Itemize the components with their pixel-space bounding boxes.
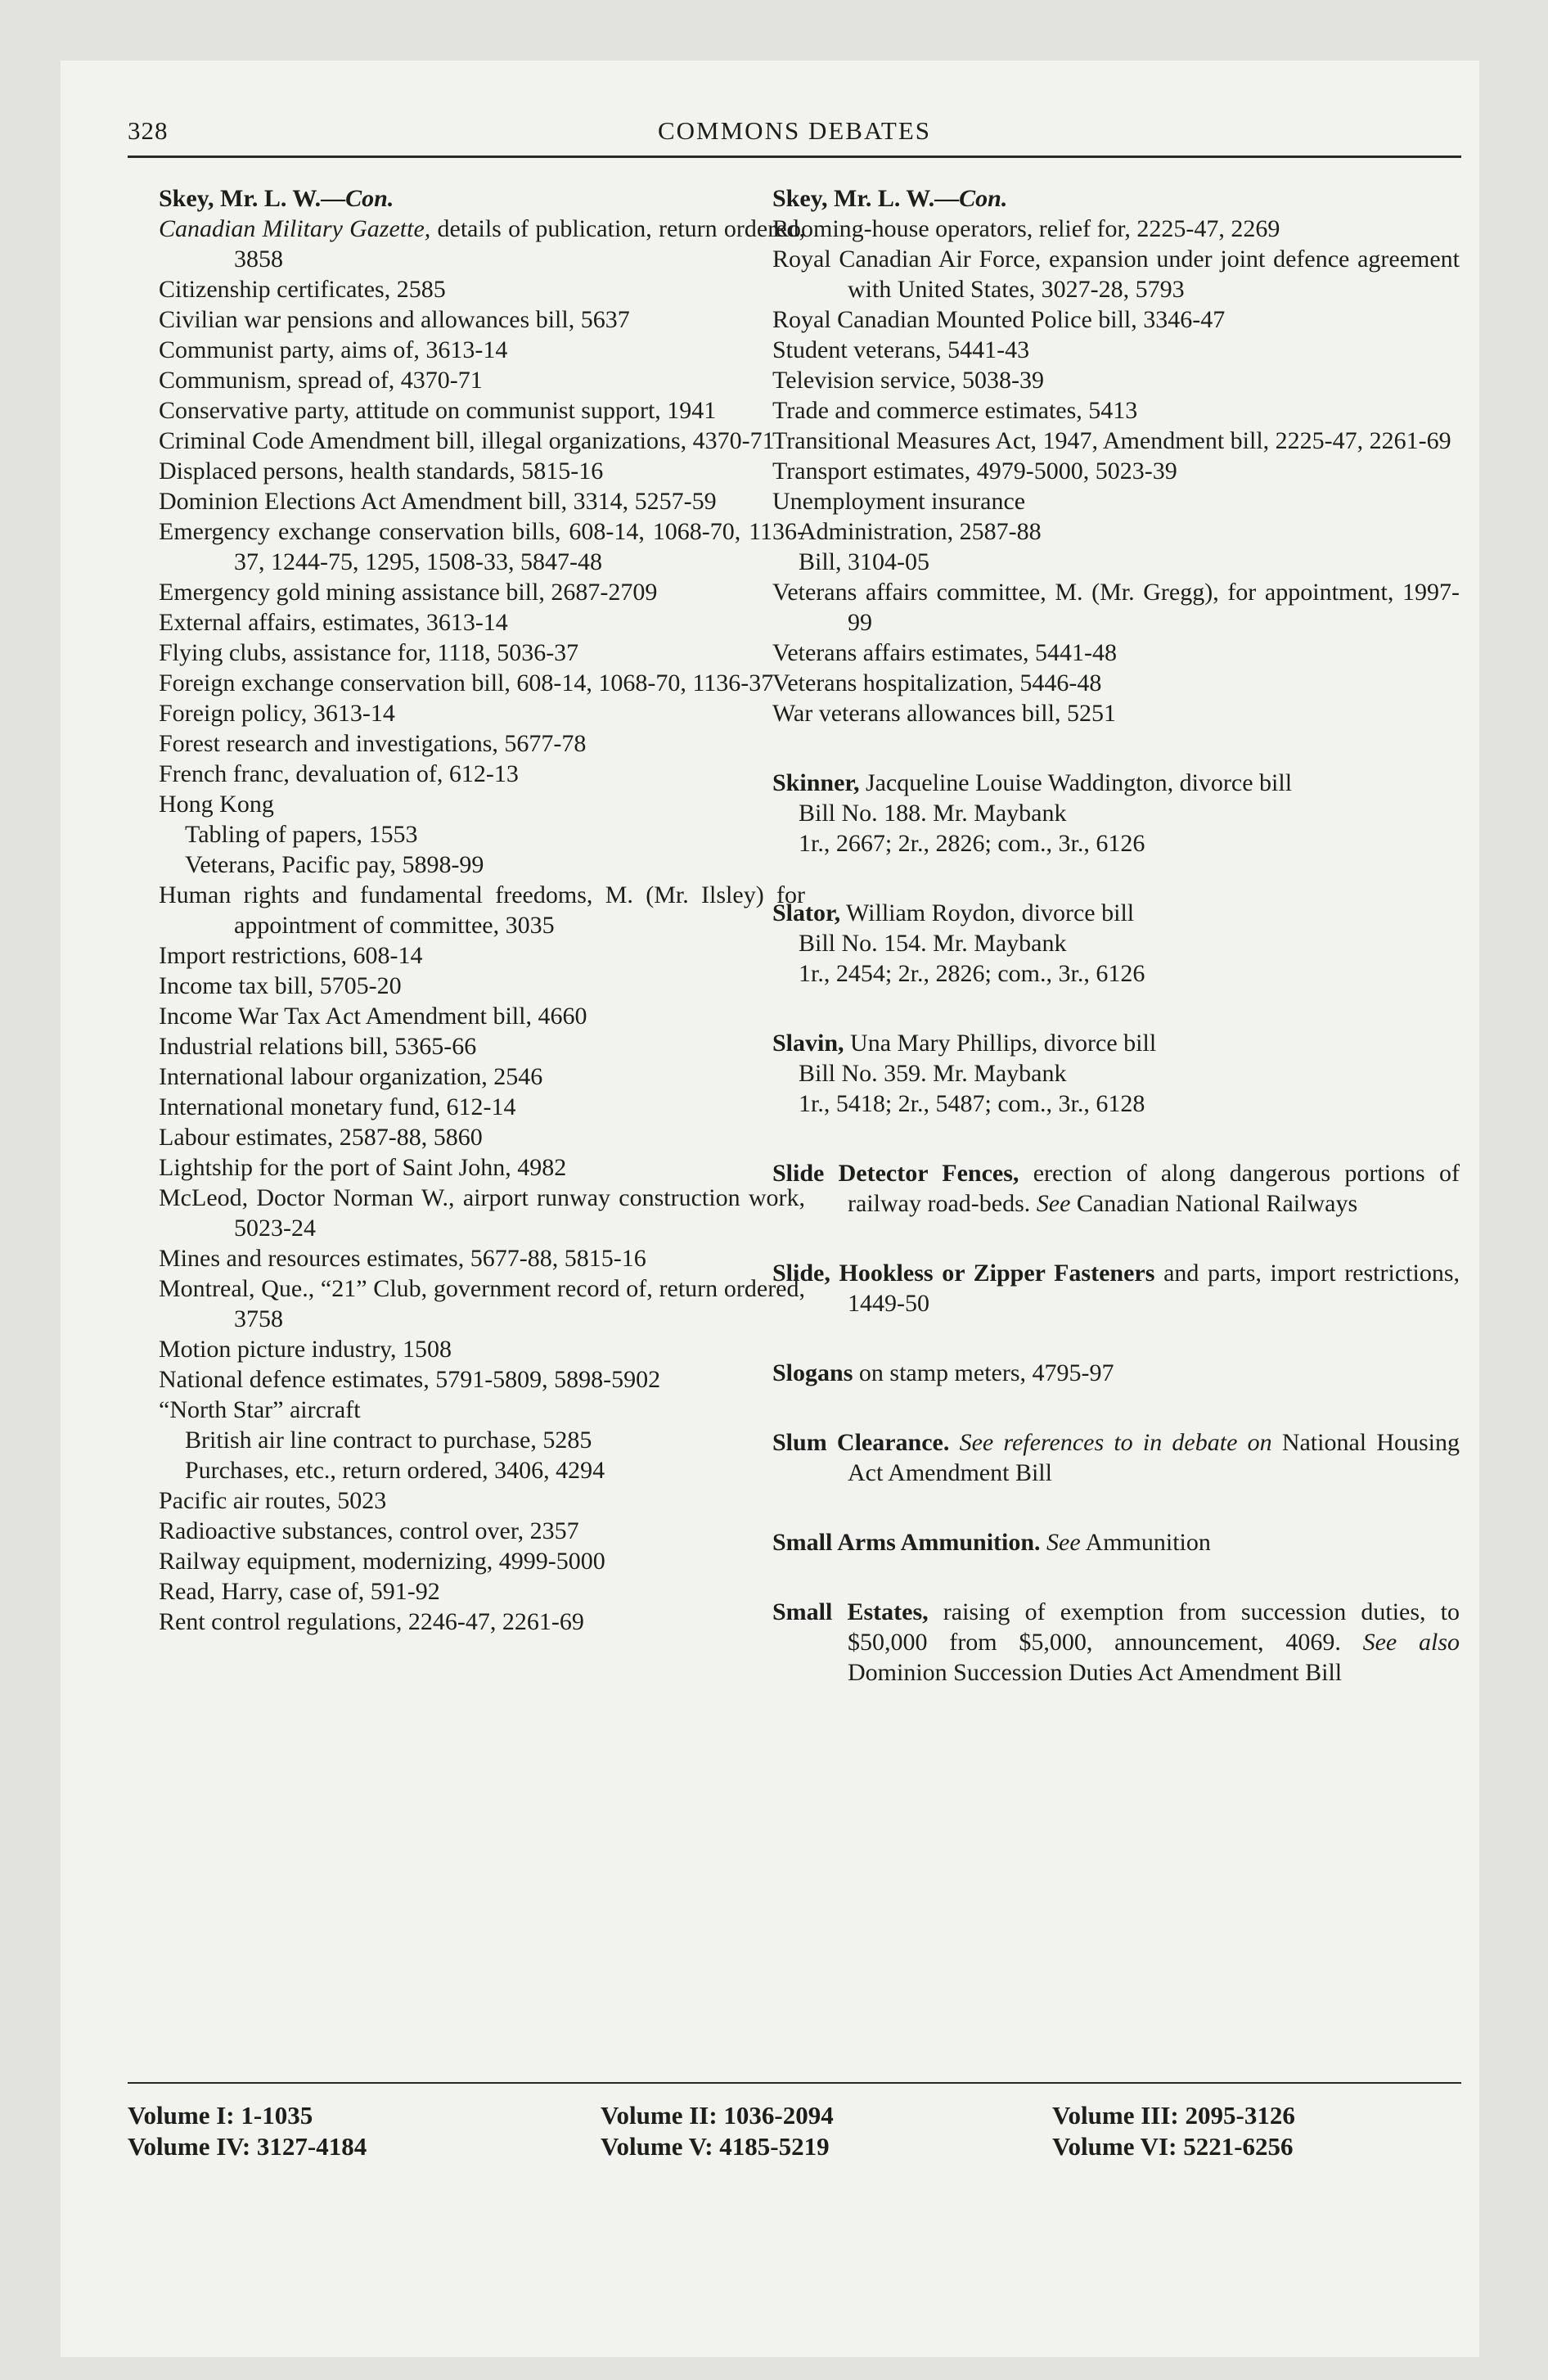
index-entry: International labour organization, 2546 [159, 1063, 543, 1090]
left-column [159, 183, 805, 1637]
index-entry: Railway equipment, modernizing, 4999-5000 [159, 1548, 605, 1575]
index-entry: Canadian Military Gazette, details of publication, return ordered, 3858 [159, 215, 806, 273]
index-entry: Transitional Measures Act, 1947, Amendment bill, 2225-47, 2261-69 [772, 427, 1451, 454]
index-entry: Royal Canadian Air Force, expansion under joint defence agreement with United States, 3027-28, 5793 [772, 246, 1460, 303]
page-number: 328 [128, 116, 169, 145]
left-heading: Skey, Mr. L. W.—Con. [159, 185, 394, 212]
index-entry: Pacific air routes, 5023 [159, 1487, 387, 1514]
index-subentry: 1r., 2667; 2r., 2826; com., 3r., 6126 [799, 830, 1145, 857]
index-entry: Television service, 5038-39 [772, 367, 1044, 394]
right-column [772, 183, 1460, 1688]
page [61, 61, 1479, 2357]
index-subentry: Tabling of papers, 1553 [185, 821, 418, 848]
index-entry: Labour estimates, 2587-88, 5860 [159, 1124, 483, 1151]
page-header [128, 108, 1461, 149]
index-entry: “North Star” aircraft [159, 1396, 361, 1423]
footer-volumes-col3 [1052, 2100, 1295, 2162]
index-entry: Income War Tax Act Amendment bill, 4660 [159, 1003, 587, 1030]
volume-range: Volume I: 1-1035 [128, 2101, 313, 2130]
right-heading: Skey, Mr. L. W.—Con. [772, 185, 1008, 212]
index-entry-slide-hookless: Slide, Hookless or Zipper Fasteners and parts, import restrictions, 1449-50 [772, 1260, 1460, 1317]
footer-volumes-col1 [128, 2100, 367, 2162]
index-entry-slide-detector: Slide Detector Fences, erection of along dangerous portions of railway road-beds. See Canadian National Railways [772, 1160, 1460, 1217]
volume-range: Volume VI: 5221-6256 [1052, 2132, 1294, 2161]
index-entry: Civilian war pensions and allowances bill, 5637 [159, 306, 630, 333]
index-subentry: Bill No. 154. Mr. Maybank [799, 930, 1067, 957]
volume-range: Volume II: 1036-2094 [601, 2101, 834, 2130]
index-entry: Communism, spread of, 4370-71 [159, 367, 483, 394]
index-entry-small-estates: Small Estates, raising of exemption from succession duties, to $50,000 from $5,000, announcement, 4069. See also Dominion Succession Duties Act Amendment Bill [772, 1598, 1460, 1686]
index-subentry: 1r., 2454; 2r., 2826; com., 3r., 6126 [799, 960, 1145, 987]
index-entry: Veterans affairs estimates, 5441-48 [772, 639, 1117, 666]
index-entry: Transport estimates, 4979-5000, 5023-39 [772, 458, 1177, 485]
index-entry: Foreign policy, 3613-14 [159, 700, 395, 727]
index-entry: Flying clubs, assistance for, 1118, 5036-37 [159, 639, 579, 666]
index-entry: Hong Kong [159, 791, 274, 818]
index-entry: International monetary fund, 612-14 [159, 1093, 516, 1120]
index-entry-skinner: Skinner, Jacqueline Louise Waddington, divorce bill [772, 769, 1293, 796]
running-title: COMMONS DEBATES [657, 116, 932, 145]
index-entry: Radioactive substances, control over, 2357 [159, 1517, 579, 1544]
index-entry-slogans: Slogans on stamp meters, 4795-97 [772, 1359, 1114, 1386]
volume-range: Volume IV: 3127-4184 [128, 2132, 367, 2161]
footer-volumes-col2 [601, 2100, 834, 2162]
index-entry-slavin: Slavin, Una Mary Phillips, divorce bill [772, 1030, 1157, 1057]
index-entry: Veterans affairs committee, M. (Mr. Gregg), for appointment, 1997-99 [772, 579, 1460, 636]
index-entry: Read, Harry, case of, 591-92 [159, 1578, 440, 1605]
index-entry: Import restrictions, 608-14 [159, 942, 423, 969]
index-entry-small-arms: Small Arms Ammunition. See Ammunition [772, 1529, 1211, 1556]
index-subentry: Bill No. 188. Mr. Maybank [799, 800, 1067, 827]
index-entry: Unemployment insurance [772, 488, 1026, 515]
index-entry: Emergency gold mining assistance bill, 2687-2709 [159, 579, 658, 606]
index-entry-slum: Slum Clearance. See references to in debate on National Housing Act Amendment Bill [772, 1429, 1460, 1486]
index-entry: Lightship for the port of Saint John, 4982 [159, 1154, 567, 1181]
index-entry: National defence estimates, 5791-5809, 5898-5902 [159, 1366, 661, 1393]
header-rule [128, 156, 1461, 158]
index-subentry: Bill No. 359. Mr. Maybank [799, 1060, 1067, 1087]
index-entry: Montreal, Que., “21” Club, government record of, return ordered, 3758 [159, 1275, 805, 1332]
index-entry: Motion picture industry, 1508 [159, 1336, 452, 1363]
index-entry: French franc, devaluation of, 612-13 [159, 760, 519, 787]
footer-rule [128, 2082, 1461, 2084]
index-subentry: British air line contract to purchase, 5285 [185, 1427, 592, 1454]
index-subentry: Veterans, Pacific pay, 5898-99 [185, 851, 484, 878]
index-subentry: 1r., 5418; 2r., 5487; com., 3r., 6128 [799, 1090, 1145, 1117]
index-entry: Student veterans, 5441-43 [772, 336, 1030, 363]
index-entry: Conservative party, attitude on communist support, 1941 [159, 397, 717, 424]
index-entry: External affairs, estimates, 3613-14 [159, 609, 508, 636]
volume-range: Volume V: 4185-5219 [601, 2132, 830, 2161]
index-entry: Forest research and investigations, 5677-78 [159, 730, 587, 757]
index-entry: War veterans allowances bill, 5251 [772, 700, 1116, 727]
index-entry: Trade and commerce estimates, 5413 [772, 397, 1138, 424]
index-entry: Rent control regulations, 2246-47, 2261-69 [159, 1608, 584, 1635]
index-subentry: Administration, 2587-88 [799, 518, 1042, 545]
index-entry: Citizenship certificates, 2585 [159, 276, 446, 303]
volume-range: Volume III: 2095-3126 [1052, 2101, 1295, 2130]
index-entry: Displaced persons, health standards, 5815-16 [159, 458, 604, 485]
index-entry: Royal Canadian Mounted Police bill, 3346-47 [772, 306, 1226, 333]
index-entry: Foreign exchange conservation bill, 608-14, 1068-70, 1136-37 [159, 669, 774, 696]
index-entry: Mines and resources estimates, 5677-88, 5815-16 [159, 1245, 646, 1272]
index-entry: Criminal Code Amendment bill, illegal organizations, 4370-71 [159, 427, 775, 454]
index-entry: Rooming-house operators, relief for, 2225-47, 2269 [772, 215, 1280, 242]
index-entry: Industrial relations bill, 5365-66 [159, 1033, 477, 1060]
index-entry: Emergency exchange conservation bills, 608-14, 1068-70, 1136-37, 1244-75, 1295, 1508-33, 5847-48 [159, 518, 805, 575]
index-entry: Veterans hospitalization, 5446-48 [772, 669, 1102, 696]
index-entry: Dominion Elections Act Amendment bill, 3314, 5257-59 [159, 488, 717, 515]
index-subentry: Bill, 3104-05 [799, 548, 930, 575]
index-entry: McLeod, Doctor Norman W., airport runway construction work, 5023-24 [159, 1184, 805, 1242]
index-entry-slator: Slator, William Roydon, divorce bill [772, 899, 1135, 926]
index-entry: Human rights and fundamental freedoms, M. (Mr. Ilsley) for appointment of committee, 3035 [159, 881, 805, 939]
index-subentry: Purchases, etc., return ordered, 3406, 4294 [185, 1457, 605, 1484]
index-entry: Communist party, aims of, 3613-14 [159, 336, 508, 363]
index-entry: Income tax bill, 5705-20 [159, 972, 402, 999]
